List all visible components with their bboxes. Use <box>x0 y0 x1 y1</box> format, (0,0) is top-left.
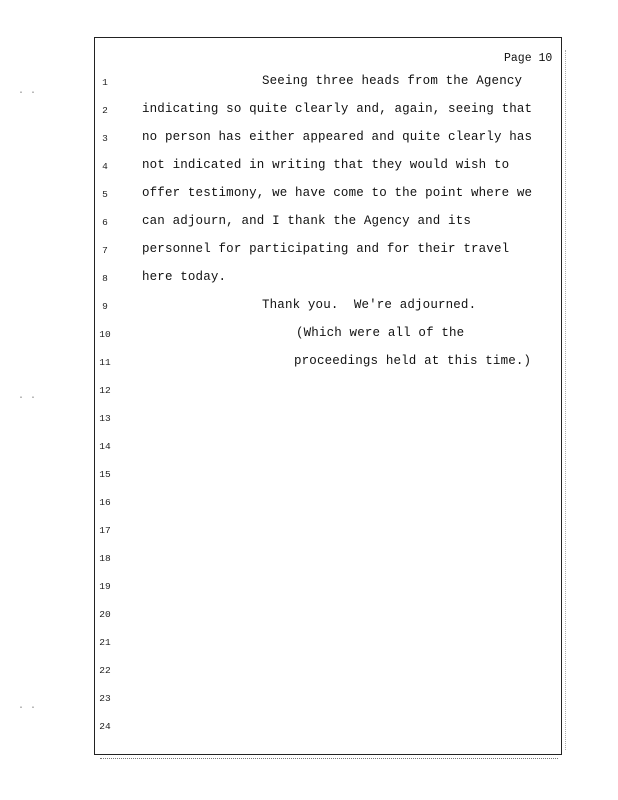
transcript-line-2: indicating so quite clearly and, again, seeing that <box>142 102 533 116</box>
line-number: 4 <box>102 161 108 172</box>
line-number: 9 <box>102 301 108 312</box>
page-number: Page 10 <box>504 52 553 65</box>
transcript-line-4: not indicated in writing that they would wish to <box>142 158 510 172</box>
transcript-line-5: offer testimony, we have come to the point where we <box>142 186 533 200</box>
scan-mark: · · <box>18 703 37 714</box>
transcript-line-10: (Which were all of the <box>296 326 465 340</box>
footer-rule <box>100 758 558 759</box>
line-number: 22 <box>99 665 111 676</box>
line-number: 2 <box>102 105 108 116</box>
line-number: 17 <box>99 525 111 536</box>
transcript-page-frame <box>94 37 562 755</box>
line-number: 3 <box>102 133 108 144</box>
line-number: 15 <box>99 469 111 480</box>
line-number: 20 <box>99 609 111 620</box>
line-number: 24 <box>99 721 111 732</box>
transcript-line-7: personnel for participating and for their travel <box>142 242 510 256</box>
scan-mark: · · <box>18 393 37 404</box>
line-number: 18 <box>99 553 111 564</box>
line-number: 7 <box>102 245 108 256</box>
transcript-line-8: here today. <box>142 270 227 284</box>
transcript-line-9: Thank you. We're adjourned. <box>262 298 477 312</box>
margin-rule <box>565 50 566 750</box>
line-number: 14 <box>99 441 111 452</box>
transcript-line-11: proceedings held at this time.) <box>294 354 532 368</box>
line-number: 13 <box>99 413 111 424</box>
line-number: 6 <box>102 217 108 228</box>
transcript-line-6: can adjourn, and I thank the Agency and its <box>142 214 472 228</box>
line-number: 23 <box>99 693 111 704</box>
line-number: 11 <box>99 357 111 368</box>
line-number: 5 <box>102 189 108 200</box>
transcript-line-1: Seeing three heads from the Agency <box>262 74 523 88</box>
line-number: 8 <box>102 273 108 284</box>
scan-mark: · · <box>18 88 37 99</box>
transcript-line-3: no person has either appeared and quite clearly has <box>142 130 533 144</box>
line-number: 16 <box>99 497 111 508</box>
line-number: 1 <box>102 77 108 88</box>
line-number: 12 <box>99 385 111 396</box>
line-number: 10 <box>99 329 111 340</box>
line-number: 19 <box>99 581 111 592</box>
line-number: 21 <box>99 637 111 648</box>
